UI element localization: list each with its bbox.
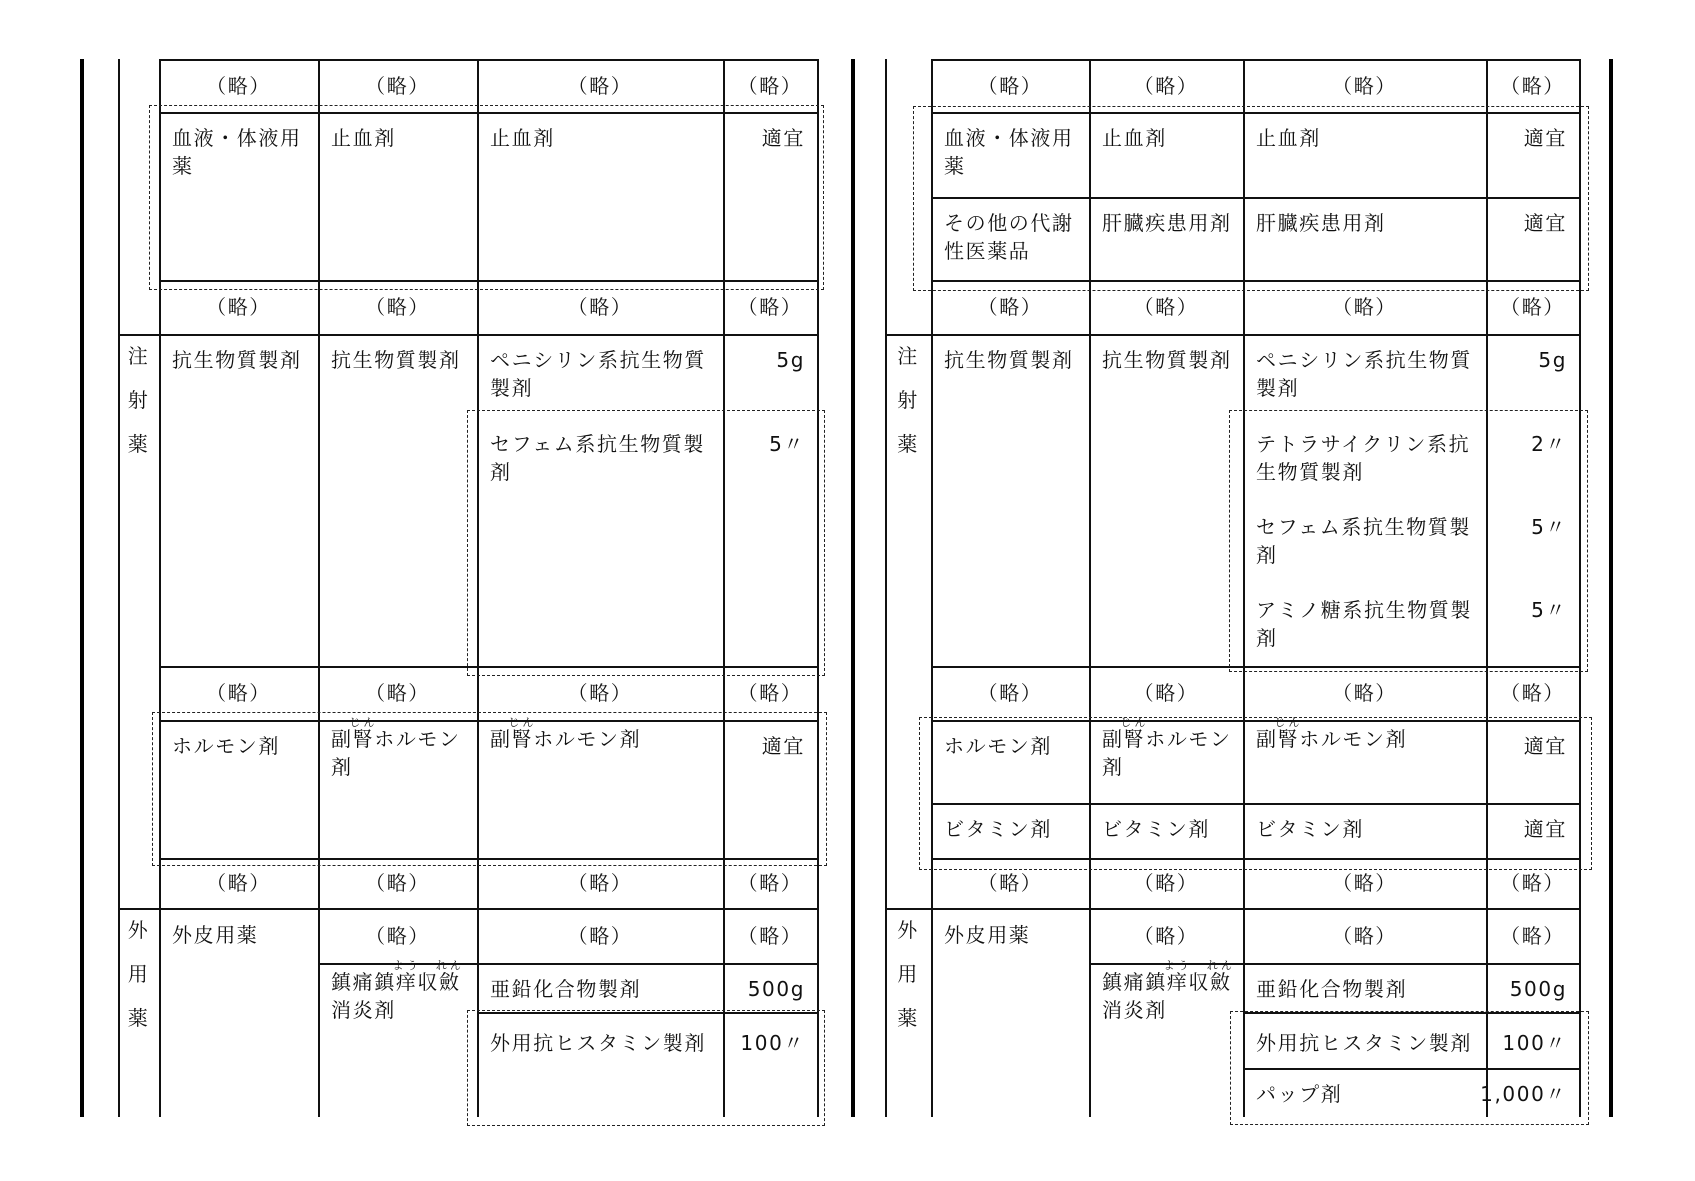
subcategory-cell: 止血剤 [1102, 126, 1167, 150]
ruby-text [392, 959, 421, 994]
text-segment: 消炎剤 [1102, 998, 1167, 1022]
omitted-cell-text: （略） [365, 871, 430, 895]
amount-value: 500g [1509, 977, 1567, 1001]
ruby-base: 腎 [508, 727, 537, 751]
ruby-reading: れん [1206, 959, 1235, 972]
omitted-cell-text: （略） [567, 923, 633, 948]
omitted-cell-text: （略） [1133, 923, 1199, 948]
omitted-cell-text: （略） [1500, 871, 1565, 895]
item-cell: パップ剤 [1256, 1082, 1343, 1106]
route-label-external: 外 用 薬 [897, 918, 919, 1030]
page-margin-bar [80, 59, 84, 1117]
amendment-dashed-box [1230, 1011, 1589, 1125]
omitted-cell-text: （略） [567, 295, 633, 319]
item-cell: テトラサイクリン系抗 生物質製剤 [1256, 432, 1471, 484]
omitted-cell-text: （略） [1133, 681, 1199, 705]
ruby-base: 痒 [1163, 970, 1192, 994]
category-cell: ビタミン剤 [944, 817, 1052, 841]
item-cell: セフェム系抗生物質製 剤 [490, 432, 705, 484]
omitted-cell-text: （略） [365, 923, 430, 948]
text-segment: 副 [331, 727, 353, 751]
amount-value: 適宜 [1523, 126, 1567, 150]
amount-value: 500g [747, 977, 805, 1001]
subcategory-cell: ビタミン剤 [1102, 817, 1210, 841]
ruby-reading: じん [1274, 716, 1303, 729]
item-cell: 外用抗ヒスタミン製剤 [1256, 1031, 1472, 1055]
omitted-cell-text: （略） [1332, 923, 1397, 948]
amount-value: 5g [1538, 348, 1567, 372]
ruby-base: 斂 [1206, 970, 1235, 994]
amount-value: 2〃 [1531, 432, 1567, 456]
ruby-reading: じん [349, 716, 378, 729]
subcategory-cell: 止血剤 [331, 126, 396, 150]
text-segment: 鎮痛鎮 [331, 970, 396, 994]
omitted-cell-text: （略） [206, 295, 271, 319]
subcategory-cell: 抗生物質製剤 [1102, 348, 1232, 372]
item-cell: セフェム系抗生物質製 剤 [1256, 515, 1471, 567]
amendment-dashed-box [152, 712, 827, 866]
amount-value: 適宜 [1523, 211, 1567, 235]
item-cell: 止血剤 [490, 126, 555, 150]
subcategory-cell: 抗生物質製剤 [331, 348, 461, 372]
subcategory-cell [1102, 959, 1246, 1024]
omitted-cell-text: （略） [1133, 295, 1199, 319]
amount-value: 適宜 [1523, 734, 1567, 758]
item-cell: ビタミン剤 [1256, 817, 1364, 841]
item-cell: 肝臓疾患用剤 [1256, 211, 1386, 235]
ruby-reading: よう [392, 959, 421, 972]
omitted-cell-text: （略） [1500, 923, 1565, 948]
text-segment: ホルモン 剤 [1102, 727, 1232, 779]
category-cell: 血液・体液用 薬 [172, 126, 302, 178]
category-cell: 抗生物質製剤 [172, 348, 302, 372]
item-cell: ペニシリン系抗生物質 製剤 [490, 348, 706, 400]
amount-value: 適宜 [1523, 817, 1567, 841]
omitted-cell-text: （略） [1500, 295, 1565, 319]
amount-value: 5〃 [1531, 598, 1567, 622]
page-margin-bar [1609, 59, 1613, 1117]
item-cell: 止血剤 [1256, 126, 1321, 150]
omitted-cell-text: （略） [1332, 73, 1397, 98]
text-segment: 鎮痛鎮 [1102, 970, 1167, 994]
ruby-base: 斂 [435, 970, 464, 994]
ruby-text [1206, 959, 1235, 994]
omitted-cell-text: （略） [737, 681, 803, 705]
route-label-external: 外 用 薬 [127, 918, 150, 1030]
ruby-base: 痒 [392, 970, 421, 994]
amendment-dashed-box [467, 1010, 825, 1126]
amount-value: 適宜 [761, 126, 805, 150]
omitted-cell-text: （略） [1133, 871, 1199, 895]
amount-value: 適宜 [761, 734, 805, 758]
omitted-cell-text: （略） [737, 871, 803, 895]
text-segment: 副 [1102, 727, 1124, 751]
ruby-reading: れん [435, 959, 464, 972]
omitted-cell-text: （略） [206, 73, 271, 98]
text-segment: ホルモン剤 [1299, 727, 1408, 751]
amendment-dashed-box [919, 717, 1592, 870]
item-cell: アミノ糖系抗生物質製 剤 [1256, 598, 1472, 650]
amount-value: 5g [776, 348, 805, 372]
item-cell: ペニシリン系抗生物質 製剤 [1256, 348, 1472, 400]
amount-value: 100〃 [740, 1031, 805, 1055]
omitted-cell-text: （略） [567, 681, 633, 705]
omitted-cell-text: （略） [567, 871, 633, 895]
subcategory-cell [331, 959, 480, 1024]
ruby-base: 腎 [349, 727, 378, 751]
omitted-cell-text: （略） [737, 295, 803, 319]
category-cell: 抗生物質製剤 [944, 348, 1074, 372]
ruby-reading: よう [1163, 959, 1192, 972]
category-cell: 外皮用薬 [172, 923, 259, 947]
text-segment: 収 [417, 970, 440, 994]
amount-value: 1,000〃 [1480, 1082, 1567, 1106]
amount-value: 100〃 [1502, 1031, 1567, 1055]
omitted-cell-text: （略） [567, 73, 633, 98]
omitted-cell-text: （略） [1332, 295, 1397, 319]
table-rule [885, 334, 1580, 336]
ruby-base: 腎 [1274, 727, 1303, 751]
route-label-injection: 注 射 薬 [897, 344, 919, 456]
omitted-cell-text: （略） [977, 73, 1043, 98]
amount-value: 5〃 [769, 432, 805, 456]
ruby-reading: じん [1120, 716, 1149, 729]
item-cell: 亜鉛化合物製剤 [490, 977, 642, 1001]
item-cell: 亜鉛化合物製剤 [1256, 977, 1408, 1001]
amendment-dashed-box [149, 105, 824, 290]
amendment-dashed-box [913, 106, 1589, 291]
omitted-cell-text: （略） [206, 871, 271, 895]
table-rule [118, 334, 818, 336]
omitted-cell-text: （略） [1500, 73, 1565, 98]
text-segment: 副 [1256, 727, 1278, 751]
text-segment: ホルモン 剤 [331, 727, 461, 779]
omitted-cell-text: （略） [977, 295, 1043, 319]
category-cell: ホルモン剤 [944, 734, 1052, 758]
text-segment: ホルモン剤 [533, 727, 642, 751]
omitted-cell-text: （略） [1133, 73, 1199, 98]
text-segment: 消炎剤 [331, 998, 396, 1022]
amendment-dashed-box [467, 410, 825, 676]
omitted-cell-text: （略） [1332, 871, 1397, 895]
page-margin-bar [851, 59, 855, 1117]
text-segment: 副 [490, 727, 512, 751]
ruby-text [435, 959, 464, 994]
category-cell: 外皮用薬 [944, 923, 1031, 947]
ruby-reading: じん [508, 716, 537, 729]
ruby-text [1163, 959, 1192, 994]
item-cell: 外用抗ヒスタミン製剤 [490, 1031, 706, 1055]
omitted-cell-text: （略） [977, 871, 1043, 895]
category-cell: その他の代謝 性医薬品 [944, 211, 1074, 263]
category-cell: ホルモン剤 [172, 734, 280, 758]
omitted-cell-text: （略） [977, 681, 1043, 705]
omitted-cell-text: （略） [737, 923, 803, 948]
route-label-injection: 注 射 薬 [127, 344, 150, 456]
omitted-cell-text: （略） [737, 73, 803, 98]
ruby-base: 腎 [1120, 727, 1149, 751]
omitted-cell-text: （略） [365, 73, 430, 98]
subcategory-cell: 肝臓疾患用剤 [1102, 211, 1232, 235]
omitted-cell-text: （略） [206, 681, 271, 705]
amount-value: 5〃 [1531, 515, 1567, 539]
amendment-dashed-box [1229, 410, 1588, 672]
omitted-cell-text: （略） [1500, 681, 1565, 705]
category-cell: 血液・体液用 薬 [944, 126, 1074, 178]
omitted-cell-text: （略） [1332, 681, 1397, 705]
text-segment: 収 [1188, 970, 1211, 994]
omitted-cell-text: （略） [365, 681, 430, 705]
omitted-cell-text: （略） [365, 295, 430, 319]
